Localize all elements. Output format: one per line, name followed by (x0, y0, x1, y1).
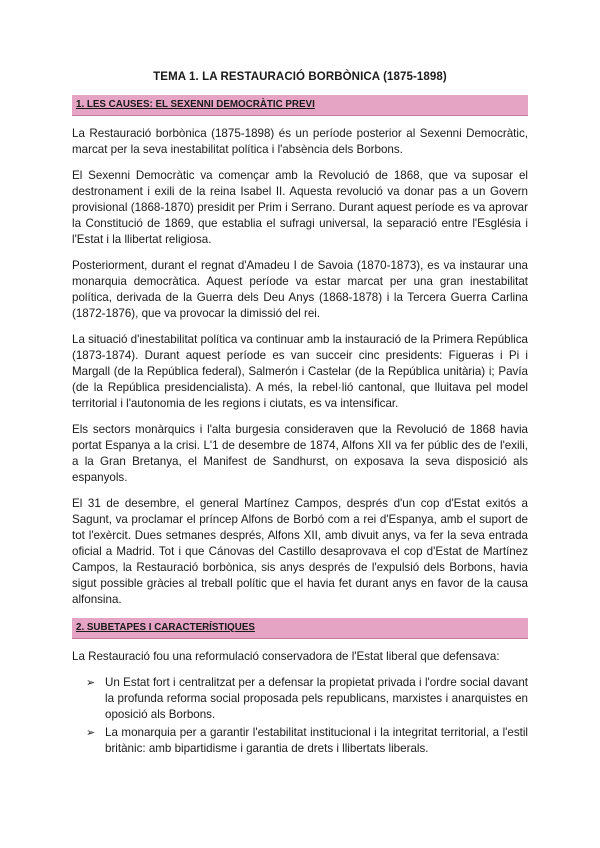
paragraph: El 31 de desembre, el general Martínez Campos, després d'un cop d'Estat exitós a Sagunt, va proclamar el príncep Alfons de Borbó com a rei d'Espanya, amb el suport de tot l'exèrcit. Dues setmanes després, Alfons XII, amb divuit anys, va fer la seva entrada oficial a Madrid. Tot i que Cánovas del Castillo desaprovava el cop d'Estat de Martínez Campos, la Restauració borbònica, sis anys després de l'expulsió dels Borbons, havia sigut possible gràcies al treball polític que el havia fet durant anys en favor de la causa alfonsina. (72, 497, 528, 606)
paragraph: Posteriorment, durant el regnat d'Amadeu I de Savoia (1870-1873), es va instaurar una monarquia democràtica. Aquest període va estar marcat per una gran inestabilitat política, derivada de la Guerra dels Deu Anys (1868-1878) i la Tercera Guerra Carlina (1872-1876), que va provocar la dimissió del rei. (72, 259, 528, 320)
paragraph: La situació d'inestabilitat política va continuar amb la instauració de la Primera República (1873-1874). Durant aquest període es van succeir cinc presidents: Figueras i Pi i Margall (de la República federal), Salmerón i Castelar (de la República unitària) i; Pavía (de la República presidencialista). A més, la rebel·lió cantonal, que lluitava pel model territorial i l'autonomia de les regions i ciutats, es va intensificar. (72, 333, 528, 410)
arrow-bullet-icon: ➢ (86, 727, 96, 739)
section-body-causes (72, 126, 528, 608)
section-body-subetapes (72, 649, 528, 757)
paragraph: La Restauració borbònica (1875-1898) és un període posterior al Sexenni Democràtic, marcat per la seva inestabilitat política i l'absència dels Borbons. (72, 127, 528, 156)
paragraph: Els sectors monàrquics i l'alta burgesia consideraven que la Revolució de 1868 havia portat Espanya a la crisi. L'1 de desembre de 1874, Alfons XII va fer públic des de l'exili, a la Gran Bretanya, el Manifest de Sandhurst, on exposava la seva disposició als espanyols. (72, 423, 528, 484)
bullet-list (72, 675, 528, 757)
paragraph-intro: La Restauració fou una reformulació conservadora de l'Estat liberal que defensava: (72, 650, 500, 663)
section-heading-subetapes: 2. SUBETAPES I CARACTERÍSTIQUES (72, 618, 528, 639)
list-item-text: Un Estat fort i centralitzat per a defensar la propietat privada i l'ordre social davant la profunda reforma social proposada pels republicans, marxistes i anarquistes en oposició als Borbons. (105, 676, 528, 721)
arrow-bullet-icon: ➢ (86, 677, 96, 689)
list-item-text: La monarquia per a garantir l'estabilitat institucional i la integritat territorial, a l'estil britànic: amb bipartidisme i garantia de drets i llibertats liberals. (105, 726, 528, 755)
list-item (86, 675, 528, 723)
page-title: TEMA 1. LA RESTAURACIÓ BORBÒNICA (1875-1898) (153, 71, 447, 83)
paragraph: El Sexenni Democràtic va començar amb la Revolució de 1868, que va suposar el destronament i exili de la reina Isabel II. Aquesta revolució va donar pas a un Govern provisional (1868-1870) presidit per Prim i Serrano. Durant aquest període es va aprovar la Constitució de 1869, que establia el sufragi universal, la separació entre l'Església i l'Estat i la llibertat religiosa. (72, 169, 528, 246)
section-heading-causes: 1. LES CAUSES: EL SEXENNI DEMOCRÀTIC PREVI (72, 95, 528, 116)
list-item (86, 725, 528, 757)
